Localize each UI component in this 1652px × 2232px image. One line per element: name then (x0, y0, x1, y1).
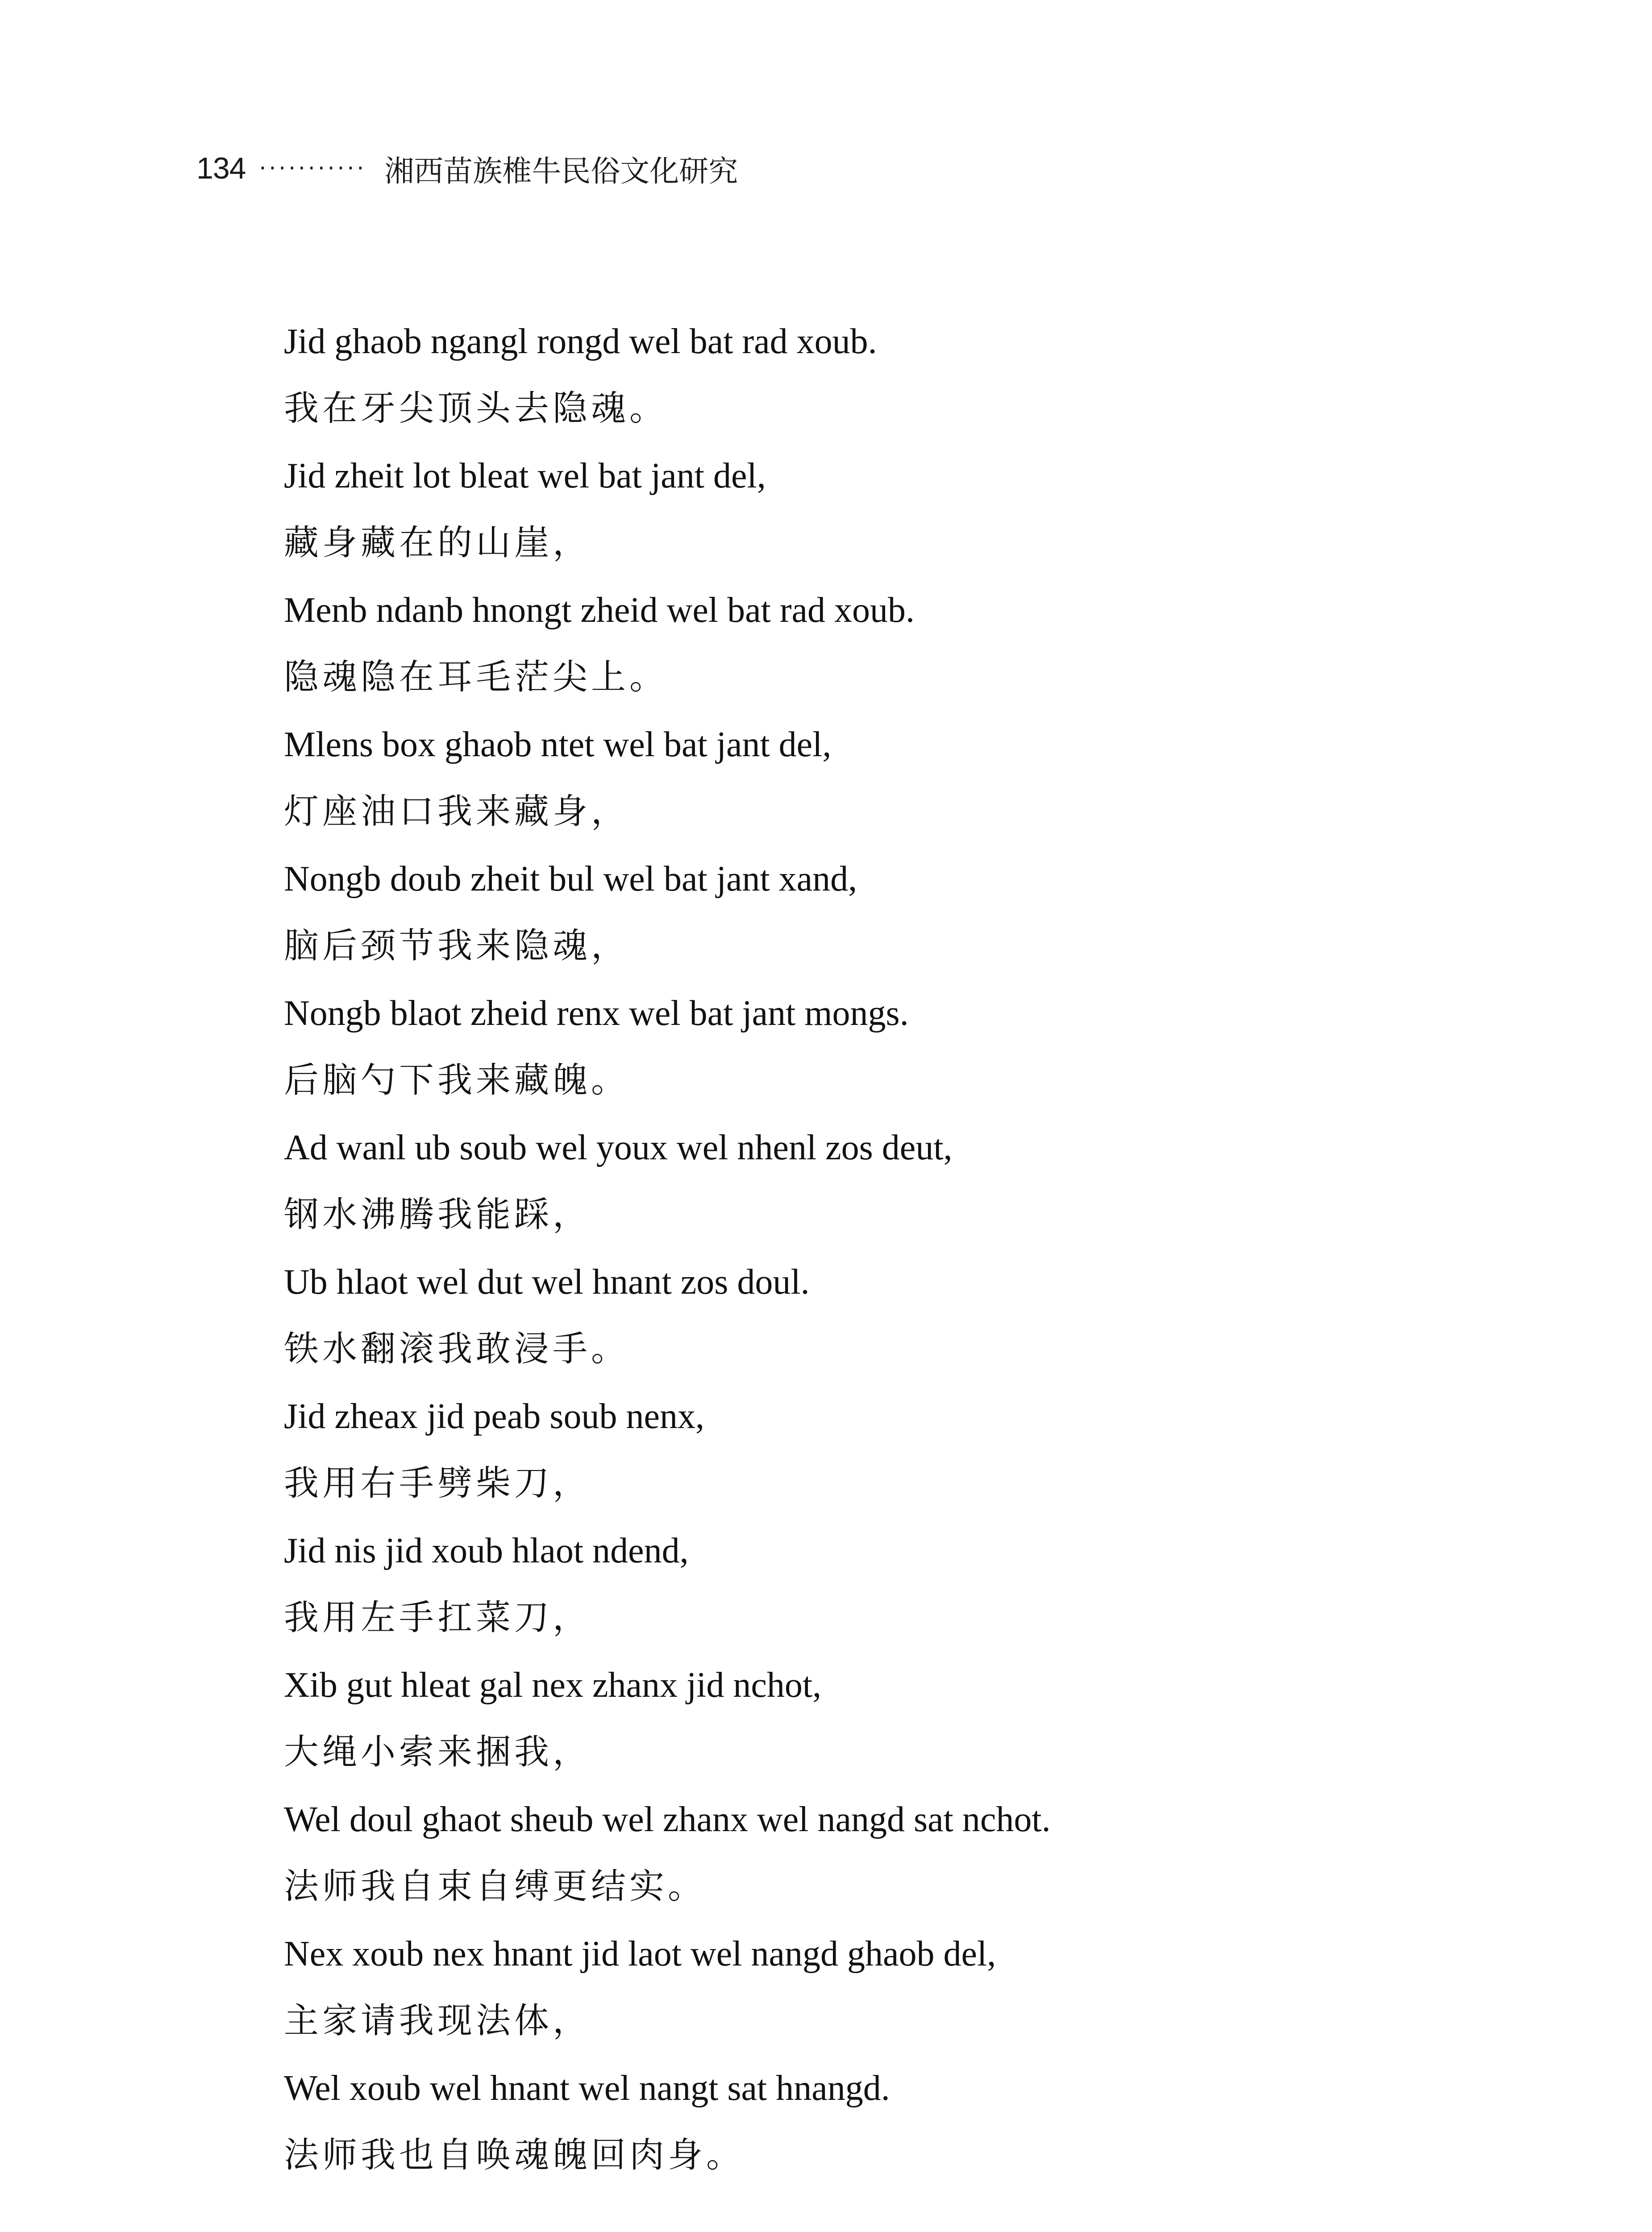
chinese-line: 大绳小索来捆我， (284, 1732, 591, 1772)
miao-line: Jid ghaob ngangl rongd wel bat rad xoub. (284, 322, 877, 361)
verse-pair (284, 1517, 1578, 1652)
miao-line: Jid nis jid xoub hlaot ndend, (284, 1531, 689, 1570)
chinese-line: 铁水翻滚我敢浸手。 (284, 1329, 630, 1369)
chinese-line: 我用左手扛菜刀， (284, 1598, 591, 1638)
chinese-line: 隐魂隐在耳毛茫尖上。 (284, 657, 668, 697)
chinese-line: 我用右手劈柴刀， (284, 1463, 591, 1503)
miao-line: Nongb doub zheit bul wel bat jant xand, (284, 859, 857, 899)
verse-pair (284, 308, 1578, 442)
chinese-line: 法师我自束自缚更结实。 (284, 1866, 707, 1907)
chinese-line: 钢水沸腾我能踩， (284, 1195, 591, 1235)
verse-pair (284, 1114, 1578, 1249)
chinese-line: 后脑勺下我来藏魄。 (284, 1060, 630, 1100)
chinese-line: 法师我也自唤魂魄回肉身。 (284, 2135, 745, 2175)
miao-line: Mlens box ghaob ntet wel bat jant del, (284, 725, 832, 764)
miao-line: Jid zheit lot bleat wel bat jant del, (284, 456, 766, 496)
miao-line: Ad wanl ub soub wel youx wel nhenl zos deut, (284, 1128, 953, 1167)
verse-pair (284, 1652, 1578, 1786)
book-title: 湘西苗族椎牛民俗文化研究 (384, 154, 738, 188)
page-number: 134 (196, 151, 246, 185)
miao-line: Menb ndanb hnongt zheid wel bat rad xoub. (284, 591, 915, 630)
header-leader-dots: ··········· (259, 155, 367, 181)
chinese-line: 主家请我现法体， (284, 2001, 591, 2041)
verse-pair (284, 1249, 1578, 1383)
verse-pair (284, 711, 1578, 845)
miao-line: Xib gut hleat gal nex zhanx jid nchot, (284, 1666, 822, 1705)
miao-line: Wel xoub wel hnant wel nangt sat hnangd. (284, 2069, 890, 2108)
verse-body (284, 308, 1578, 2189)
verse-pair (284, 1786, 1578, 1920)
miao-line: Ub hlaot wel dut wel hnant zos doul. (284, 1262, 810, 1302)
chinese-line: 灯座油口我来藏身， (284, 791, 630, 832)
miao-line: Nex xoub nex hnant jid laot wel nangd ghaob del, (284, 1934, 996, 1974)
running-header (196, 148, 738, 188)
chinese-line: 藏身藏在的山崖， (284, 523, 591, 563)
verse-pair (284, 1383, 1578, 1517)
miao-line: Jid zheax jid peab soub nenx, (284, 1397, 704, 1436)
verse-pair (284, 1920, 1578, 2055)
verse-pair (284, 2055, 1578, 2189)
verse-pair (284, 577, 1578, 711)
chinese-line: 我在牙尖顶头去隐魂。 (284, 388, 668, 429)
verse-pair (284, 980, 1578, 1114)
verse-pair (284, 442, 1578, 577)
chinese-line: 脑后颈节我来隐魂， (284, 926, 630, 966)
miao-line: Nongb blaot zheid renx wel bat jant mongs. (284, 994, 909, 1033)
verse-pair (284, 845, 1578, 980)
miao-line: Wel doul ghaot sheub wel zhanx wel nangd sat nchot. (284, 1800, 1051, 1839)
